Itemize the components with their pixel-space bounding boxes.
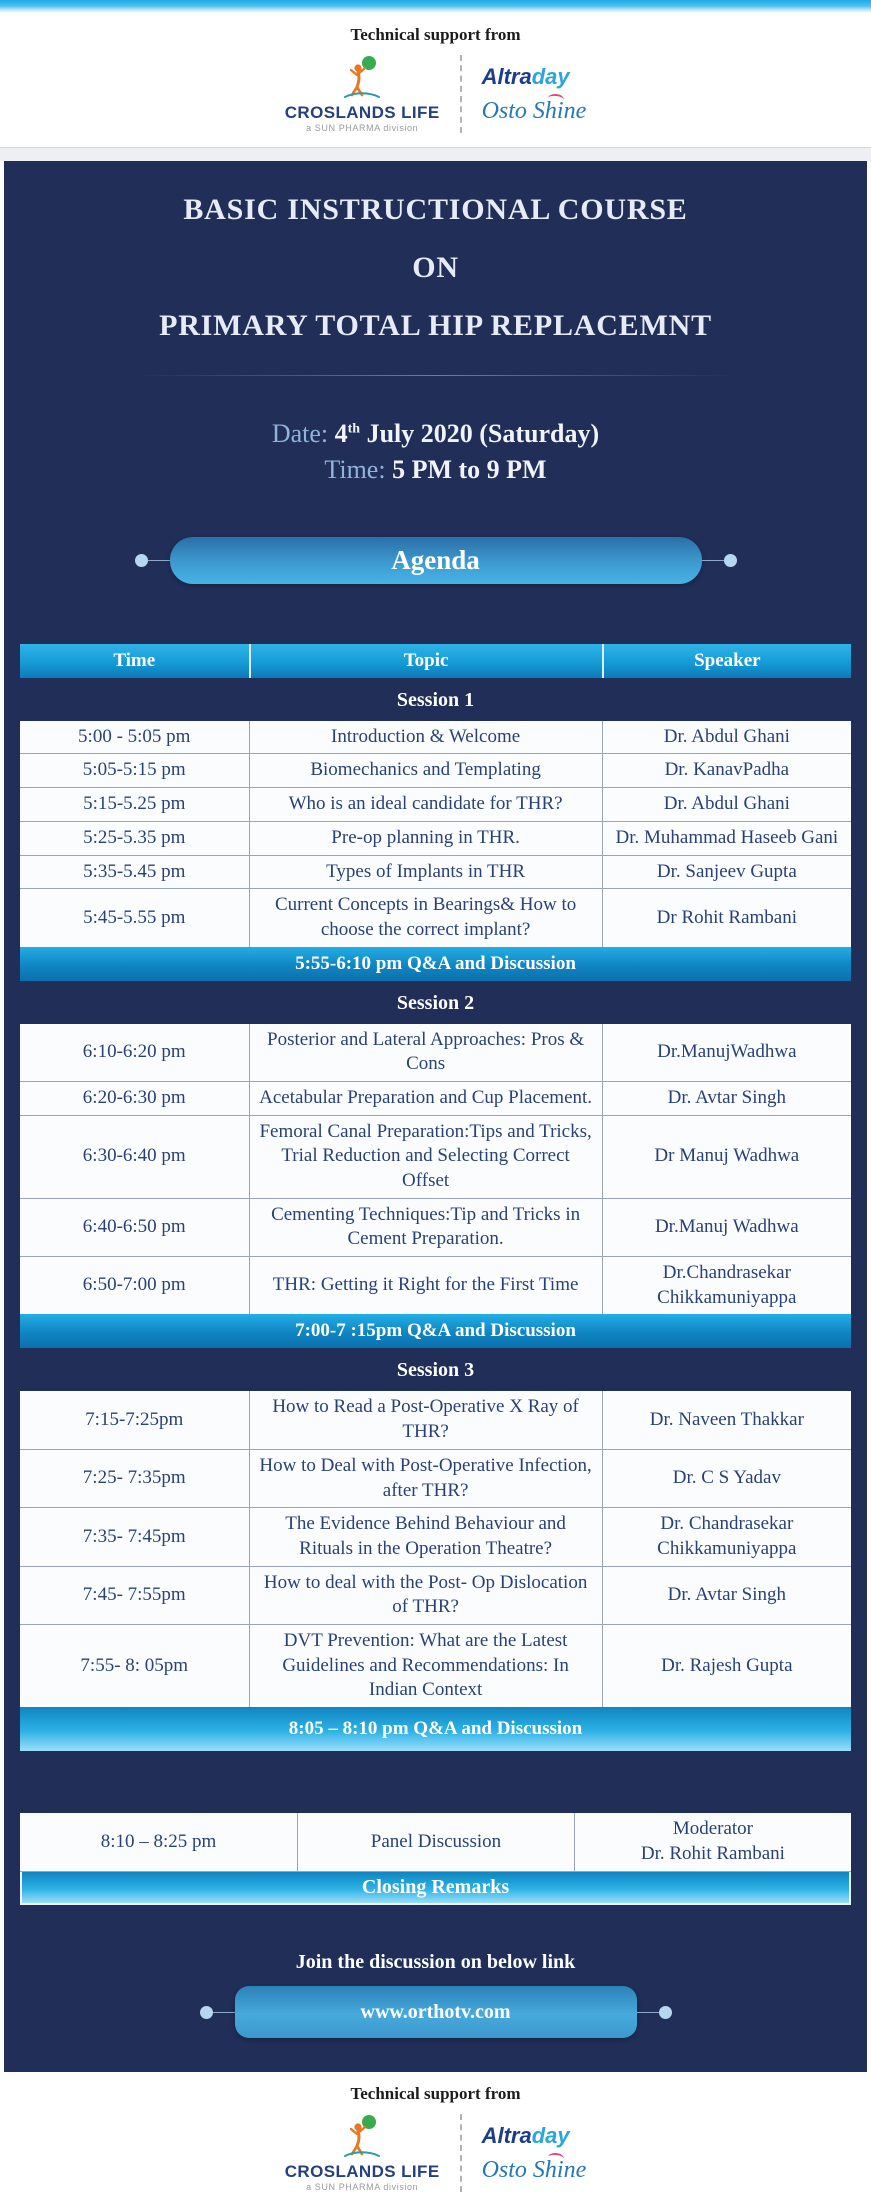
left-dot-icon	[135, 554, 148, 567]
session-3-rows	[20, 1391, 851, 1707]
croslands-logo	[285, 55, 440, 133]
speaker-cell: Dr.ManujWadhwa	[602, 1024, 851, 1081]
time-cell: 7:25- 7:35pm	[82, 1467, 186, 1489]
time-label: Time:	[324, 455, 386, 485]
course-title-line1: BASIC INSTRUCTIONAL COURSE	[183, 193, 688, 226]
main-flyer-body	[4, 161, 867, 2072]
topic-cell: Biomechanics and Templating	[249, 754, 602, 787]
table-row	[20, 1625, 851, 1707]
time-line	[4, 452, 867, 488]
time-cell: 6:40-6:50 pm	[82, 1216, 186, 1238]
ostoshine-part2: Shine	[532, 97, 587, 124]
topic-cell: How to Read a Post-Operative X Ray of THR?	[249, 1391, 602, 1448]
speaker-cell: Dr. KanavPadha	[602, 754, 851, 787]
altraday-part2: day	[531, 63, 570, 89]
table-row	[20, 721, 851, 755]
ostoshine-swoosh-icon	[548, 93, 565, 105]
speaker-cell: Dr.Chandrasekar Chikkamuniyappa	[602, 1257, 851, 1314]
topic-cell: How to Deal with Post-Operative Infection, after THR?	[249, 1450, 602, 1507]
topic-cell: Types of Implants in THR	[249, 856, 602, 889]
session-1-rows	[20, 721, 851, 947]
time-cell: 5:35-5.45 pm	[83, 860, 186, 882]
time-value: 5 PM to 9 PM	[392, 455, 547, 485]
support-title: Technical support from	[350, 25, 521, 44]
column-header-time: Time	[113, 649, 156, 671]
session-1-label: Session 1	[396, 688, 475, 711]
course-title-line2: ON	[412, 251, 459, 284]
altraday-part2: day	[531, 2122, 570, 2148]
topic-cell: Panel Discussion	[297, 1813, 574, 1871]
logo-row	[0, 55, 871, 133]
speaker-cell: Dr. Chandrasekar Chikkamuniyappa	[602, 1508, 851, 1565]
session-2-label: Session 2	[396, 991, 475, 1014]
schedule-table	[20, 644, 851, 1905]
speaker-cell: Dr Rohit Rambani	[602, 889, 851, 946]
join-discussion-text: Join the discussion on below link	[295, 1951, 576, 1974]
session-2-qa-bar: 7:00-7 :15pm Q&A and Discussion	[20, 1314, 851, 1348]
time-cell: 5:15-5.25 pm	[83, 793, 186, 815]
table-row	[20, 1257, 851, 1314]
moderator-name: Dr. Rohit Rambani	[640, 1843, 785, 1865]
right-dot-icon	[724, 554, 737, 567]
logo-row	[0, 2114, 871, 2192]
course-title-line3: PRIMARY TOTAL HIP REPLACEMNT	[159, 309, 712, 342]
topic-cell: DVT Prevention: What are the Latest Guidelines and Recommendations: In Indian Context	[249, 1625, 602, 1707]
speaker-cell: Dr. Naveen Thakkar	[602, 1391, 851, 1448]
brand-logos	[482, 2123, 587, 2184]
speaker-cell: Dr. Avtar Singh	[602, 1567, 851, 1624]
croslands-subtitle: a SUN PHARMA division	[306, 2182, 419, 2193]
closing-remarks-bar: Closing Remarks	[20, 1872, 851, 1905]
topic-cell: Who is an ideal candidate for THR?	[249, 788, 602, 821]
title-divider	[134, 375, 737, 376]
logo-divider	[460, 2114, 462, 2192]
speaker-cell: Dr. Rajesh Gupta	[602, 1625, 851, 1707]
table-row	[20, 1116, 851, 1199]
time-cell: 6:20-6:30 pm	[82, 1086, 186, 1108]
croslands-subtitle: a SUN PHARMA division	[306, 123, 419, 133]
time-cell: 7:35- 7:45pm	[82, 1525, 186, 1547]
table-row	[20, 1024, 851, 1082]
croslands-name: CROSLANDS LIFE	[284, 103, 440, 122]
table-row	[20, 1450, 851, 1508]
date-label: Date:	[271, 419, 329, 448]
right-connector-line	[702, 560, 724, 561]
agenda-banner: Agenda	[170, 537, 702, 584]
speaker-cell: Dr. Abdul Ghani	[602, 721, 851, 754]
time-cell: 6:50-7:00 pm	[82, 1274, 186, 1296]
altraday-logo	[482, 2123, 587, 2149]
speaker-cell: Dr Manuj Wadhwa	[602, 1116, 851, 1198]
croslands-figure-icon	[285, 2114, 440, 2160]
time-cell: 6:30-6:40 pm	[82, 1145, 186, 1167]
left-dot-icon	[200, 2006, 213, 2019]
time-cell: 8:10 – 8:25 pm	[100, 1830, 217, 1852]
session-2-rows	[20, 1024, 851, 1315]
left-connector-line	[213, 2012, 235, 2013]
ostoshine-part1: Osto	[481, 2156, 527, 2183]
table-row	[20, 822, 851, 856]
brand-logos	[482, 64, 587, 125]
header-support-block	[0, 13, 871, 147]
ostoshine-logo	[482, 2157, 587, 2184]
topic-cell: Current Concepts in Bearings& How to choose the correct implant?	[249, 889, 602, 946]
date-line	[4, 416, 867, 452]
orthotv-link-row	[4, 1986, 867, 2038]
time-cell: 7:15-7:25pm	[85, 1408, 184, 1430]
time-cell: 7:45- 7:55pm	[82, 1583, 186, 1605]
time-cell: 5:45-5.55 pm	[83, 906, 186, 928]
session-3-qa-bar: 8:05 – 8:10 pm Q&A and Discussion	[20, 1707, 851, 1751]
speaker-cell	[574, 1813, 851, 1871]
orthotv-link-button[interactable]: www.orthotv.com	[235, 1986, 637, 2038]
ostoshine-logo	[482, 98, 587, 125]
table-row	[20, 1082, 851, 1116]
time-cell: 6:10-6:20 pm	[82, 1040, 186, 1062]
croslands-name: CROSLANDS LIFE	[284, 2162, 440, 2182]
time-cell: 5:00 - 5:05 pm	[78, 725, 191, 747]
speaker-cell: Dr.Manuj Wadhwa	[602, 1199, 851, 1256]
table-header-row	[20, 644, 851, 678]
date-value: 4th July 2020 (Saturday)	[334, 419, 600, 448]
altraday-part1: Altra	[481, 63, 532, 89]
table-row	[20, 754, 851, 788]
ostoshine-swoosh-icon	[548, 2152, 565, 2164]
table-row	[20, 1199, 851, 1257]
agenda-banner-row	[4, 537, 867, 584]
logo-divider	[460, 55, 462, 133]
time-cell: 5:25-5.35 pm	[83, 826, 186, 848]
topic-cell: How to deal with the Post- Op Dislocation of THR?	[249, 1567, 602, 1624]
support-title: Technical support from	[350, 2084, 521, 2104]
table-row	[20, 856, 851, 890]
table-row	[20, 1508, 851, 1566]
croslands-figure-icon	[285, 55, 440, 101]
column-header-topic: Topic	[249, 644, 602, 678]
topic-cell: Acetabular Preparation and Cup Placement.	[249, 1082, 602, 1115]
croslands-logo	[285, 2114, 440, 2192]
header-shadow-strip	[0, 147, 871, 161]
topic-cell: THR: Getting it Right for the First Time	[249, 1257, 602, 1314]
ostoshine-part1: Osto	[481, 97, 527, 124]
top-gradient-strip	[0, 0, 871, 13]
topic-cell: The Evidence Behind Behaviour and Rituals in the Operation Theatre?	[249, 1508, 602, 1565]
table-row	[20, 889, 851, 946]
table-row	[20, 1567, 851, 1625]
ostoshine-part2: Shine	[532, 2156, 587, 2183]
speaker-cell: Dr. Sanjeev Gupta	[602, 856, 851, 889]
session-1-qa-bar: 5:55-6:10 pm Q&A and Discussion	[20, 947, 851, 981]
left-connector-line	[148, 560, 170, 561]
closing-table	[20, 1813, 851, 1905]
right-dot-icon	[659, 2006, 672, 2019]
speaker-cell: Dr. C S Yadav	[602, 1450, 851, 1507]
time-cell: 7:55- 8: 05pm	[80, 1654, 189, 1676]
topic-cell: Posterior and Lateral Approaches: Pros & Cons	[249, 1024, 602, 1081]
time-cell: 5:05-5:15 pm	[82, 759, 186, 781]
altraday-logo	[482, 64, 587, 90]
speaker-cell: Dr. Muhammad Haseeb Gani	[602, 822, 851, 855]
topic-cell: Pre-op planning in THR.	[249, 822, 602, 855]
right-connector-line	[637, 2012, 659, 2013]
table-row	[20, 788, 851, 822]
session-3-label: Session 3	[396, 1359, 475, 1382]
altraday-part1: Altra	[481, 2122, 532, 2148]
speaker-cell: Dr. Avtar Singh	[602, 1082, 851, 1115]
topic-cell: Cementing Techniques:Tip and Tricks in Cement Preparation.	[249, 1199, 602, 1256]
topic-cell: Femoral Canal Preparation:Tips and Tricks, Trial Reduction and Selecting Correct Offset	[249, 1116, 602, 1198]
topic-cell: Introduction & Welcome	[249, 721, 602, 754]
column-header-speaker: Speaker	[602, 644, 851, 678]
table-row	[20, 1391, 851, 1449]
footer-support-block	[0, 2072, 871, 2206]
moderator-label: Moderator	[672, 1818, 754, 1840]
table-row	[20, 1813, 851, 1872]
speaker-cell: Dr. Abdul Ghani	[602, 788, 851, 821]
